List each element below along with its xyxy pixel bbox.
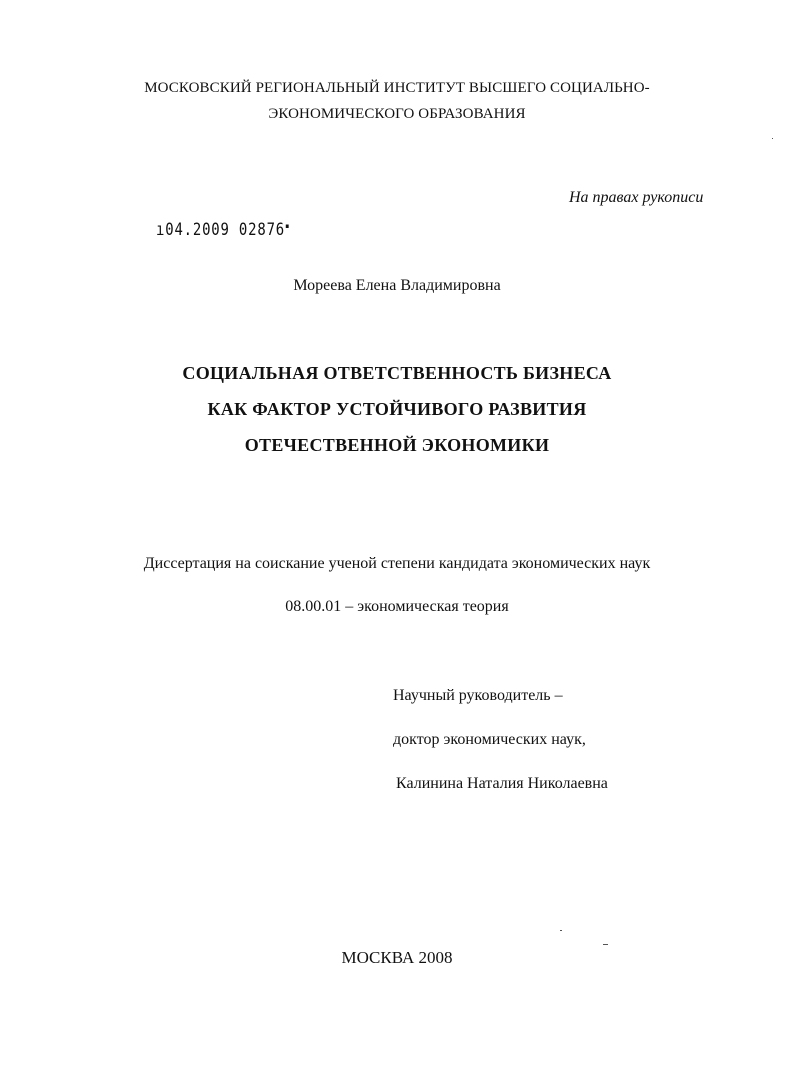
degree-statement: Диссертация на соискание ученой степени кандидата экономических наук <box>143 555 651 572</box>
manuscript-rights-note: На правах рукописи <box>569 189 704 206</box>
dissertation-title-line-2: КАК ФАКТОР УСТОЙЧИВОГО РАЗВИТИЯ <box>207 399 587 419</box>
specialty-code: 08.00.01 – экономическая теория <box>285 598 509 615</box>
dissertation-title-line-1: СОЦИАЛЬНАЯ ОТВЕТСТВЕННОСТЬ БИЗНЕСА <box>182 363 612 383</box>
institute-name-line-1: МОСКОВСКИЙ РЕГИОНАЛЬНЫЙ ИНСТИТУТ ВЫСШЕГО СОЦИАЛЬНО- <box>144 80 650 96</box>
dissertation-title-line-3: ОТЕЧЕСТВЕННОЙ ЭКОНОМИКИ <box>244 435 550 455</box>
scan-speck <box>560 930 562 931</box>
scan-speck <box>603 944 608 945</box>
supervisor-degree: доктор экономических наук, <box>393 731 586 748</box>
stamp-suffix-mark: ▪ <box>284 221 291 232</box>
supervisor-label: Научный руководитель – <box>393 687 563 704</box>
scan-speck <box>772 138 773 139</box>
supervisor-name: Калинина Наталия Николаевна <box>396 775 608 792</box>
institute-name-line-2: ЭКОНОМИЧЕСКОГО ОБРАЗОВАНИЯ <box>268 106 526 122</box>
stamp-prefix-mark: ı <box>156 220 166 240</box>
city-and-year: МОСКВА 2008 <box>341 948 453 967</box>
author-name: Мореева Елена Владимировна <box>293 277 501 294</box>
stamp-digits: 04.2009 02876 <box>165 220 285 240</box>
archive-stamp-number <box>156 220 290 240</box>
